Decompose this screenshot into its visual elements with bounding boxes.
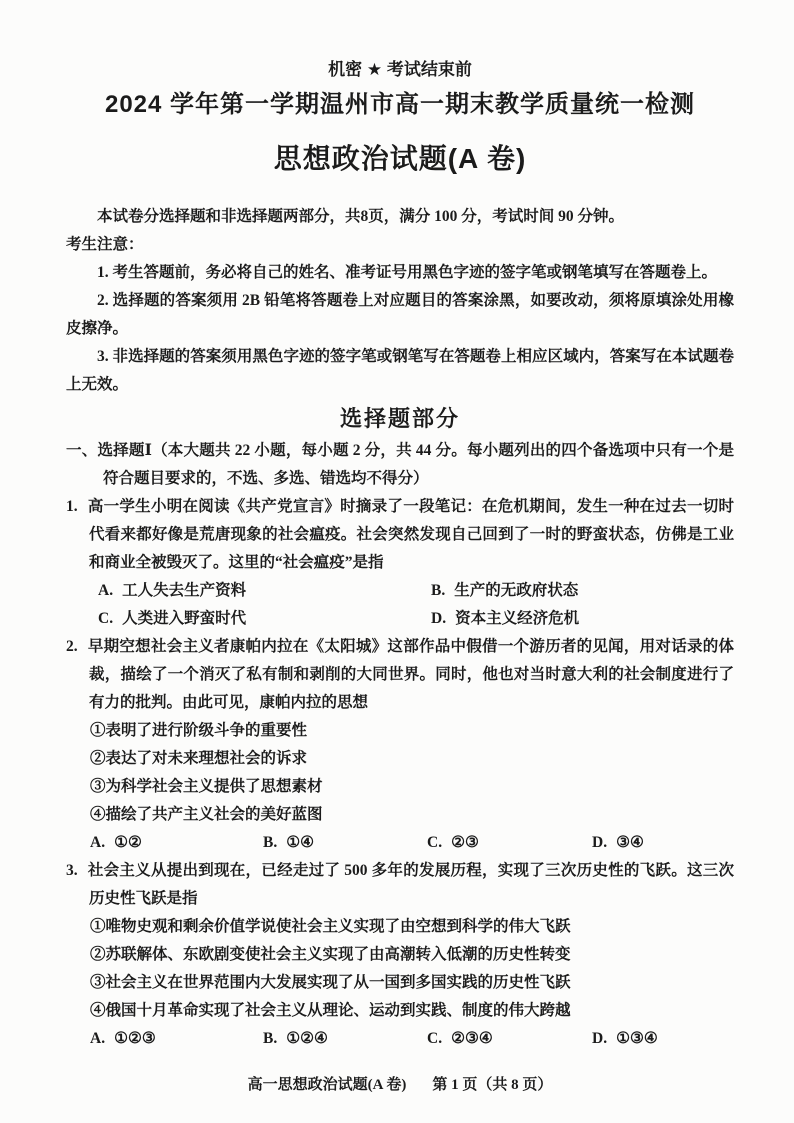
exam-subtitle: 思想政治试题(A 卷) bbox=[273, 143, 527, 175]
question-3-option-c: C. ②③④ bbox=[427, 1030, 493, 1048]
question-2-statement-2: ②表达了对未来理想社会的诉求 bbox=[90, 750, 308, 768]
question-1-options bbox=[66, 577, 734, 633]
question-2 bbox=[66, 633, 734, 857]
question-3-number: 3. bbox=[66, 862, 78, 880]
question-2-option-c: C. ②③ bbox=[427, 834, 479, 852]
paper-body bbox=[66, 203, 734, 1053]
footer-doc-label: 高一思想政治试题(A 卷) bbox=[247, 1077, 407, 1094]
question-3-option-b: B. ①②④ bbox=[263, 1030, 328, 1048]
question-2-options bbox=[66, 829, 734, 857]
exam-title: 2024 学年第一学期温州市高一期末教学质量统一检测 bbox=[104, 91, 696, 118]
question-1-option-a: A. 工人失去生产资料 bbox=[98, 582, 247, 600]
preamble bbox=[66, 203, 734, 399]
notice-item-3: 3. 非选择题的答案须用黑色字迹的签字笔或钢笔写在答题卷上相应区域内，答案写在本试题卷上无效。 bbox=[66, 348, 734, 394]
question-3-statement-4: ④俄国十月革命实现了社会主义从理论、运动到实践、制度的伟大跨越 bbox=[90, 1002, 571, 1020]
question-1-option-c: C. 人类进入野蛮时代 bbox=[98, 610, 247, 628]
question-1-number: 1. bbox=[66, 498, 78, 516]
section-instruction: 一、选择题Ⅰ（本大题共 22 小题，每小题 2 分，共 44 分。每小题列出的四个备选项中只有一个是符合题目要求的，不选、多选、错选均不得分） bbox=[66, 442, 734, 488]
question-2-option-d: D. ③④ bbox=[592, 834, 644, 852]
question-1 bbox=[66, 493, 734, 633]
footer-page-label: 第 1 页（共 8 页） bbox=[432, 1077, 553, 1094]
section-title: 选择题部分 bbox=[339, 406, 460, 432]
question-3-options bbox=[66, 1025, 734, 1053]
question-3 bbox=[66, 857, 734, 1053]
question-2-statement-1: ①表明了进行阶级斗争的重要性 bbox=[90, 722, 308, 740]
page-footer bbox=[66, 1074, 734, 1096]
question-2-option-a: A. ①② bbox=[90, 834, 142, 852]
question-3-statement-3: ③社会主义在世界范围内大发展实现了从一国到多国实践的历史性飞跃 bbox=[90, 974, 571, 992]
question-2-number: 2. bbox=[66, 638, 78, 656]
notice-label: 考生注意： bbox=[66, 236, 144, 254]
question-3-option-d: D. ①③④ bbox=[592, 1030, 658, 1048]
question-3-option-a: A. ①②③ bbox=[90, 1030, 156, 1048]
notice-item-2: 2. 选择题的答案须用 2B 铅笔将答题卷上对应题目的答案涂黑，如要改动，须将原填涂处用橡皮擦净。 bbox=[66, 292, 734, 338]
question-3-stem: 3. 社会主义从提出到现在，已经走过了 500 多年的发展历程，实现了三次历史性的飞跃。这三次历史性飞跃是指 bbox=[66, 862, 734, 908]
question-2-statement-4: ④描绘了共产主义社会的美好蓝图 bbox=[90, 806, 323, 824]
question-3-statement-1: ①唯物史观和剩余价值学说使社会主义实现了由空想到科学的伟大飞跃 bbox=[90, 918, 571, 936]
paper-header bbox=[66, 58, 734, 180]
question-1-stem: 1. 高一学生小明在阅读《共产党宣言》时摘录了一段笔记：在危机期间，发生一种在过去一切时代看来都好像是荒唐现象的社会瘟疫。社会突然发现自己回到了一时的野蛮状态，仿佛是工业和商业全被毁灭了。这里的“社会瘟疫”是指 bbox=[66, 498, 734, 572]
question-2-statement-3: ③为科学社会主义提供了思想素材 bbox=[90, 778, 323, 796]
question-1-option-b: B. 生产的无政府状态 bbox=[431, 582, 579, 600]
question-2-stem: 2. 早期空想社会主义者康帕内拉在《太阳城》这部作品中假借一个游历者的见闻，用对话录的体裁，描绘了一个消灭了私有制和剥削的大同世界。同时，他也对当时意大利的社会制度进行了有力的批判。由此可见，康帕内拉的思想 bbox=[66, 638, 734, 712]
exam-summary: 本试卷分选择题和非选择题两部分，共8页，满分 100 分，考试时间 90 分钟。 bbox=[97, 208, 625, 226]
secrecy-notice: 机密 ★ 考试结束前 bbox=[328, 60, 472, 79]
question-2-option-b: B. ①④ bbox=[263, 834, 315, 852]
question-3-statement-2: ②苏联解体、东欧剧变使社会主义实现了由高潮转入低潮的历史性转变 bbox=[90, 946, 571, 964]
notice-item-1: 1. 考生答题前，务必将自己的姓名、准考证号用黑色字迹的签字笔或钢笔填写在答题卷上。 bbox=[97, 264, 718, 282]
question-1-option-d: D. 资本主义经济危机 bbox=[431, 610, 580, 628]
